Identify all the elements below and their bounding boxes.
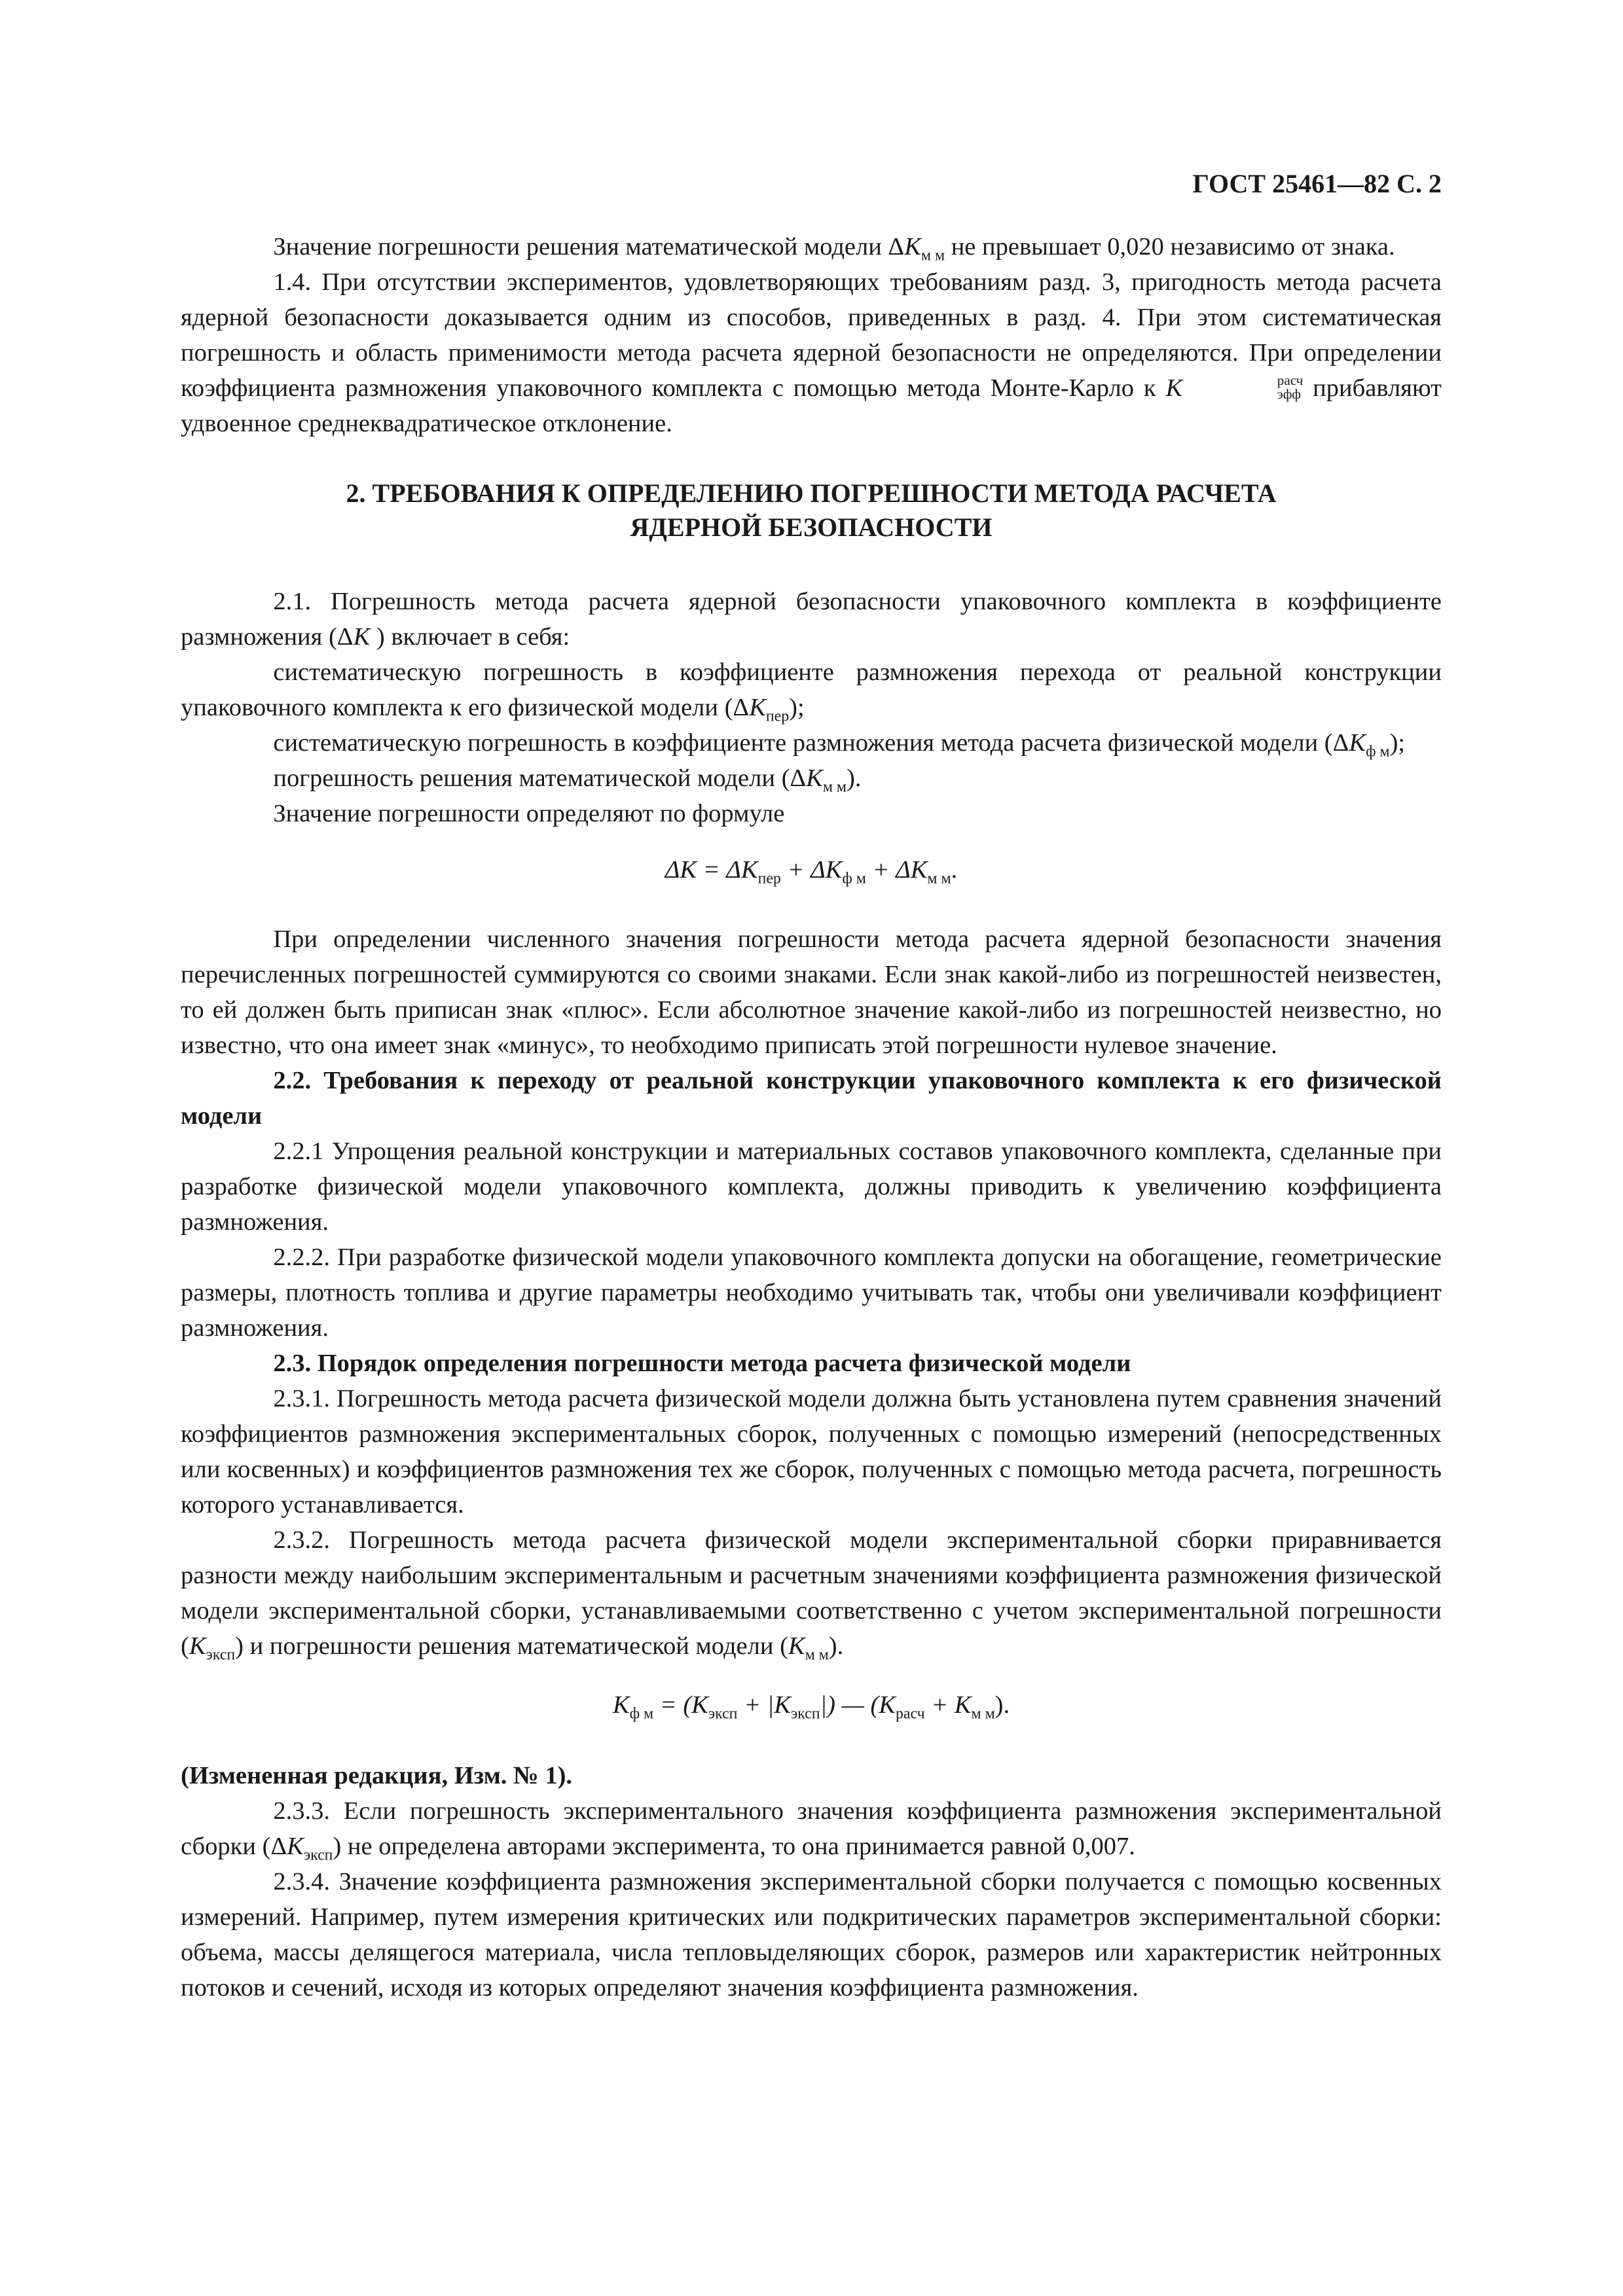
- subscript: ф м: [1366, 743, 1390, 761]
- formula-part: + ΔK: [866, 856, 928, 884]
- subsection-2-3-heading: 2.3. Порядок определения погрешности метода расчета физической модели: [273, 1350, 1131, 1377]
- paragraph-2-2-1: 2.2.1 Упрощения реальной конструкции и материальных составов упаковочного комплекта, сделанные при разработке физической модели упаковочного комплекта, должны приводить к увеличению коэффициента размножения.: [181, 1138, 1442, 1236]
- list-item-method-error: [181, 725, 1442, 761]
- paragraph-2-3-2: [181, 1522, 1442, 1664]
- section-title-line: ЯДЕРНОЙ БЕЗОПАСНОСТИ: [630, 512, 993, 542]
- text-run: 1.4. При отсутствии экспериментов, удовлетворяющих требованиям разд. 3, пригодность метода расчета ядерной безопасности доказывается одним из способов, приведенных в разд. 4. При этом систематическая погрешность и область применимости метода расчета ядерной безопасности не определяются. При определении коэффициента размножения упаковочного комплекта с помощью метода Монте-Карло к: [181, 268, 1442, 402]
- subscript: пер: [757, 870, 781, 888]
- symbol-k: K: [1165, 374, 1183, 402]
- paragraph-summation: При определении численного значения погрешности метода расчета ядерной безопасности значения перечисленных погрешностей суммируются со своими знаками. Если знак какой-либо из погрешностей неизвестен, то ей должен быть приписан знак «плюс». Если абсолютное значение какой-либо из погрешностей неизвестно, но известно, что она имеет знак «минус», то необходимо приписать этой погрешности нулевое значение.: [181, 925, 1442, 1059]
- document-page: [181, 0, 1442, 2296]
- section-title-line: 2. ТРЕБОВАНИЯ К ОПРЕДЕЛЕНИЮ ПОГРЕШНОСТИ МЕТОДА РАСЧЕТА: [346, 478, 1277, 508]
- text-run: ) включает в себя:: [370, 623, 570, 651]
- subscript: м м: [971, 1705, 995, 1723]
- symbol-k: K: [904, 233, 921, 260]
- paragraph-2-3-4: 2.3.4. Значение коэффициента размножения экспериментальной сборки получается с помощью косвенных измерений. Например, путем измерения критических или подкритических параметров экспериментальной сборки: объема, массы делящегося материала, числа тепловыделяющих сборок, размеров или характеристик нейтронных потоков и сечений, исходя из которых определяют значения коэффициента размножения.: [181, 1868, 1442, 2001]
- text-run: ) не определена авторами эксперимента, то она принимается равной 0,007.: [333, 1833, 1135, 1860]
- symbol-k: K: [353, 623, 371, 651]
- formula-part: ΔK = ΔK: [665, 856, 758, 884]
- text-run: 2.3.3. Если погрешность экспериментального значения коэффициента размножения экспериментальной сборки (Δ: [181, 1797, 1442, 1860]
- sup-sub-stack: [1184, 374, 1303, 401]
- paragraph-2-3-3: [181, 1793, 1442, 1864]
- subscript: эксп: [790, 1705, 820, 1723]
- subscript: расч: [895, 1705, 925, 1723]
- text-run: );: [789, 694, 805, 721]
- subscript: пер: [765, 708, 790, 725]
- formula-part: + |K: [737, 1691, 791, 1719]
- symbol-k: K: [788, 1632, 805, 1660]
- text-run: ) и погрешности решения математической модели (: [235, 1632, 788, 1660]
- paragraph-error-value: [181, 229, 1442, 264]
- list-item-transition-error: [181, 655, 1442, 725]
- formula-part: = (K: [653, 1691, 708, 1719]
- formula-method-error: [181, 1687, 1442, 1723]
- subsection-2-2-heading: 2.2. Требования к переходу от реальной конструкции упаковочного комплекта к его физической модели: [181, 1067, 1442, 1130]
- paragraph-1-4: [181, 264, 1442, 441]
- formula-part: + K: [924, 1691, 972, 1719]
- subscript: м м: [921, 247, 945, 264]
- text-run: систематическую погрешность в коэффициенте размножения метода расчета физической модели (Δ: [273, 729, 1349, 757]
- text-run: ).: [828, 1632, 844, 1660]
- symbol-k: K: [287, 1833, 304, 1860]
- subscript: м м: [822, 778, 847, 796]
- symbol-k: K: [1349, 729, 1366, 757]
- text-run: ).: [847, 764, 862, 792]
- formula-total-error: [181, 852, 1442, 888]
- formula-part: .: [951, 856, 958, 884]
- text-run: Значение погрешности решения математической модели Δ: [273, 233, 905, 260]
- subscript: эксп: [708, 1705, 738, 1723]
- formula-intro: Значение погрешности определяют по формуле: [273, 800, 785, 827]
- text-run: систематическую погрешность в коэффициенте размножения перехода от реальной конструкции упаковочного комплекта к его физической модели (Δ: [181, 658, 1442, 721]
- subscript: эфф: [1277, 386, 1301, 403]
- subscript: ф м: [842, 870, 866, 888]
- text-run: не превышает 0,020 независимо от знака.: [945, 233, 1395, 260]
- formula-part: + ΔK: [780, 856, 843, 884]
- text-run: 2.3.2. Погрешность метода расчета физической модели экспериментальной сборки приравнивается разности между наибольшим экспериментальным и расчетным значениями коэффициента размножения физической модели экспериментальной сборки, устанавливаемыми соответственно с учетом экспериментальной погрешности (: [181, 1526, 1442, 1660]
- superscript: расч: [1277, 372, 1304, 388]
- paragraph-2-2-2: 2.2.2. При разработке физической модели упаковочного комплекта допуски на обогащение, геометрические размеры, плотность топлива и другие параметры необходимо учитывать так, чтобы они увеличивали коэффициент размножения.: [181, 1244, 1442, 1342]
- paragraph-2-3-1: 2.3.1. Погрешность метода расчета физической модели должна быть установлена путем сравнения значений коэффициентов размножения экспериментальных сборок, полученных с помощью измерений (непосредственных или косвенных) и коэффициентов размножения тех же сборок, полученных с помощью метода расчета, погрешность которого устанавливается.: [181, 1385, 1442, 1518]
- section-2-title: [259, 476, 1363, 545]
- text-run: прибавляют удвоенное среднеквадратическое отклонение.: [181, 374, 1442, 437]
- subscript: м м: [927, 870, 951, 888]
- amendment-note: (Измененная редакция, Изм. № 1).: [181, 1762, 573, 1789]
- running-header: ГОСТ 25461—82 С. 2: [1192, 169, 1442, 198]
- formula-part: K: [612, 1691, 630, 1719]
- formula-part: |) — (K: [820, 1691, 896, 1719]
- symbol-k: K: [749, 694, 766, 721]
- symbol-k: K: [189, 1632, 206, 1660]
- subscript: эксп: [206, 1646, 236, 1664]
- list-item-math-error: [181, 761, 1442, 796]
- symbol-k: K: [806, 764, 823, 792]
- text-run: 2.1. Погрешность метода расчета ядерной безопасности упаковочного комплекта в коэффициенте размножения (Δ: [181, 588, 1442, 651]
- paragraph-2-1: [181, 584, 1442, 655]
- subscript: м м: [805, 1646, 829, 1664]
- subscript: эксп: [303, 1846, 333, 1864]
- subscript: ф м: [629, 1705, 654, 1723]
- text-run: );: [1389, 729, 1406, 757]
- text-run: погрешность решения математической модели (Δ: [273, 764, 807, 792]
- page-body: [181, 229, 1442, 2005]
- formula-part: ).: [994, 1691, 1010, 1719]
